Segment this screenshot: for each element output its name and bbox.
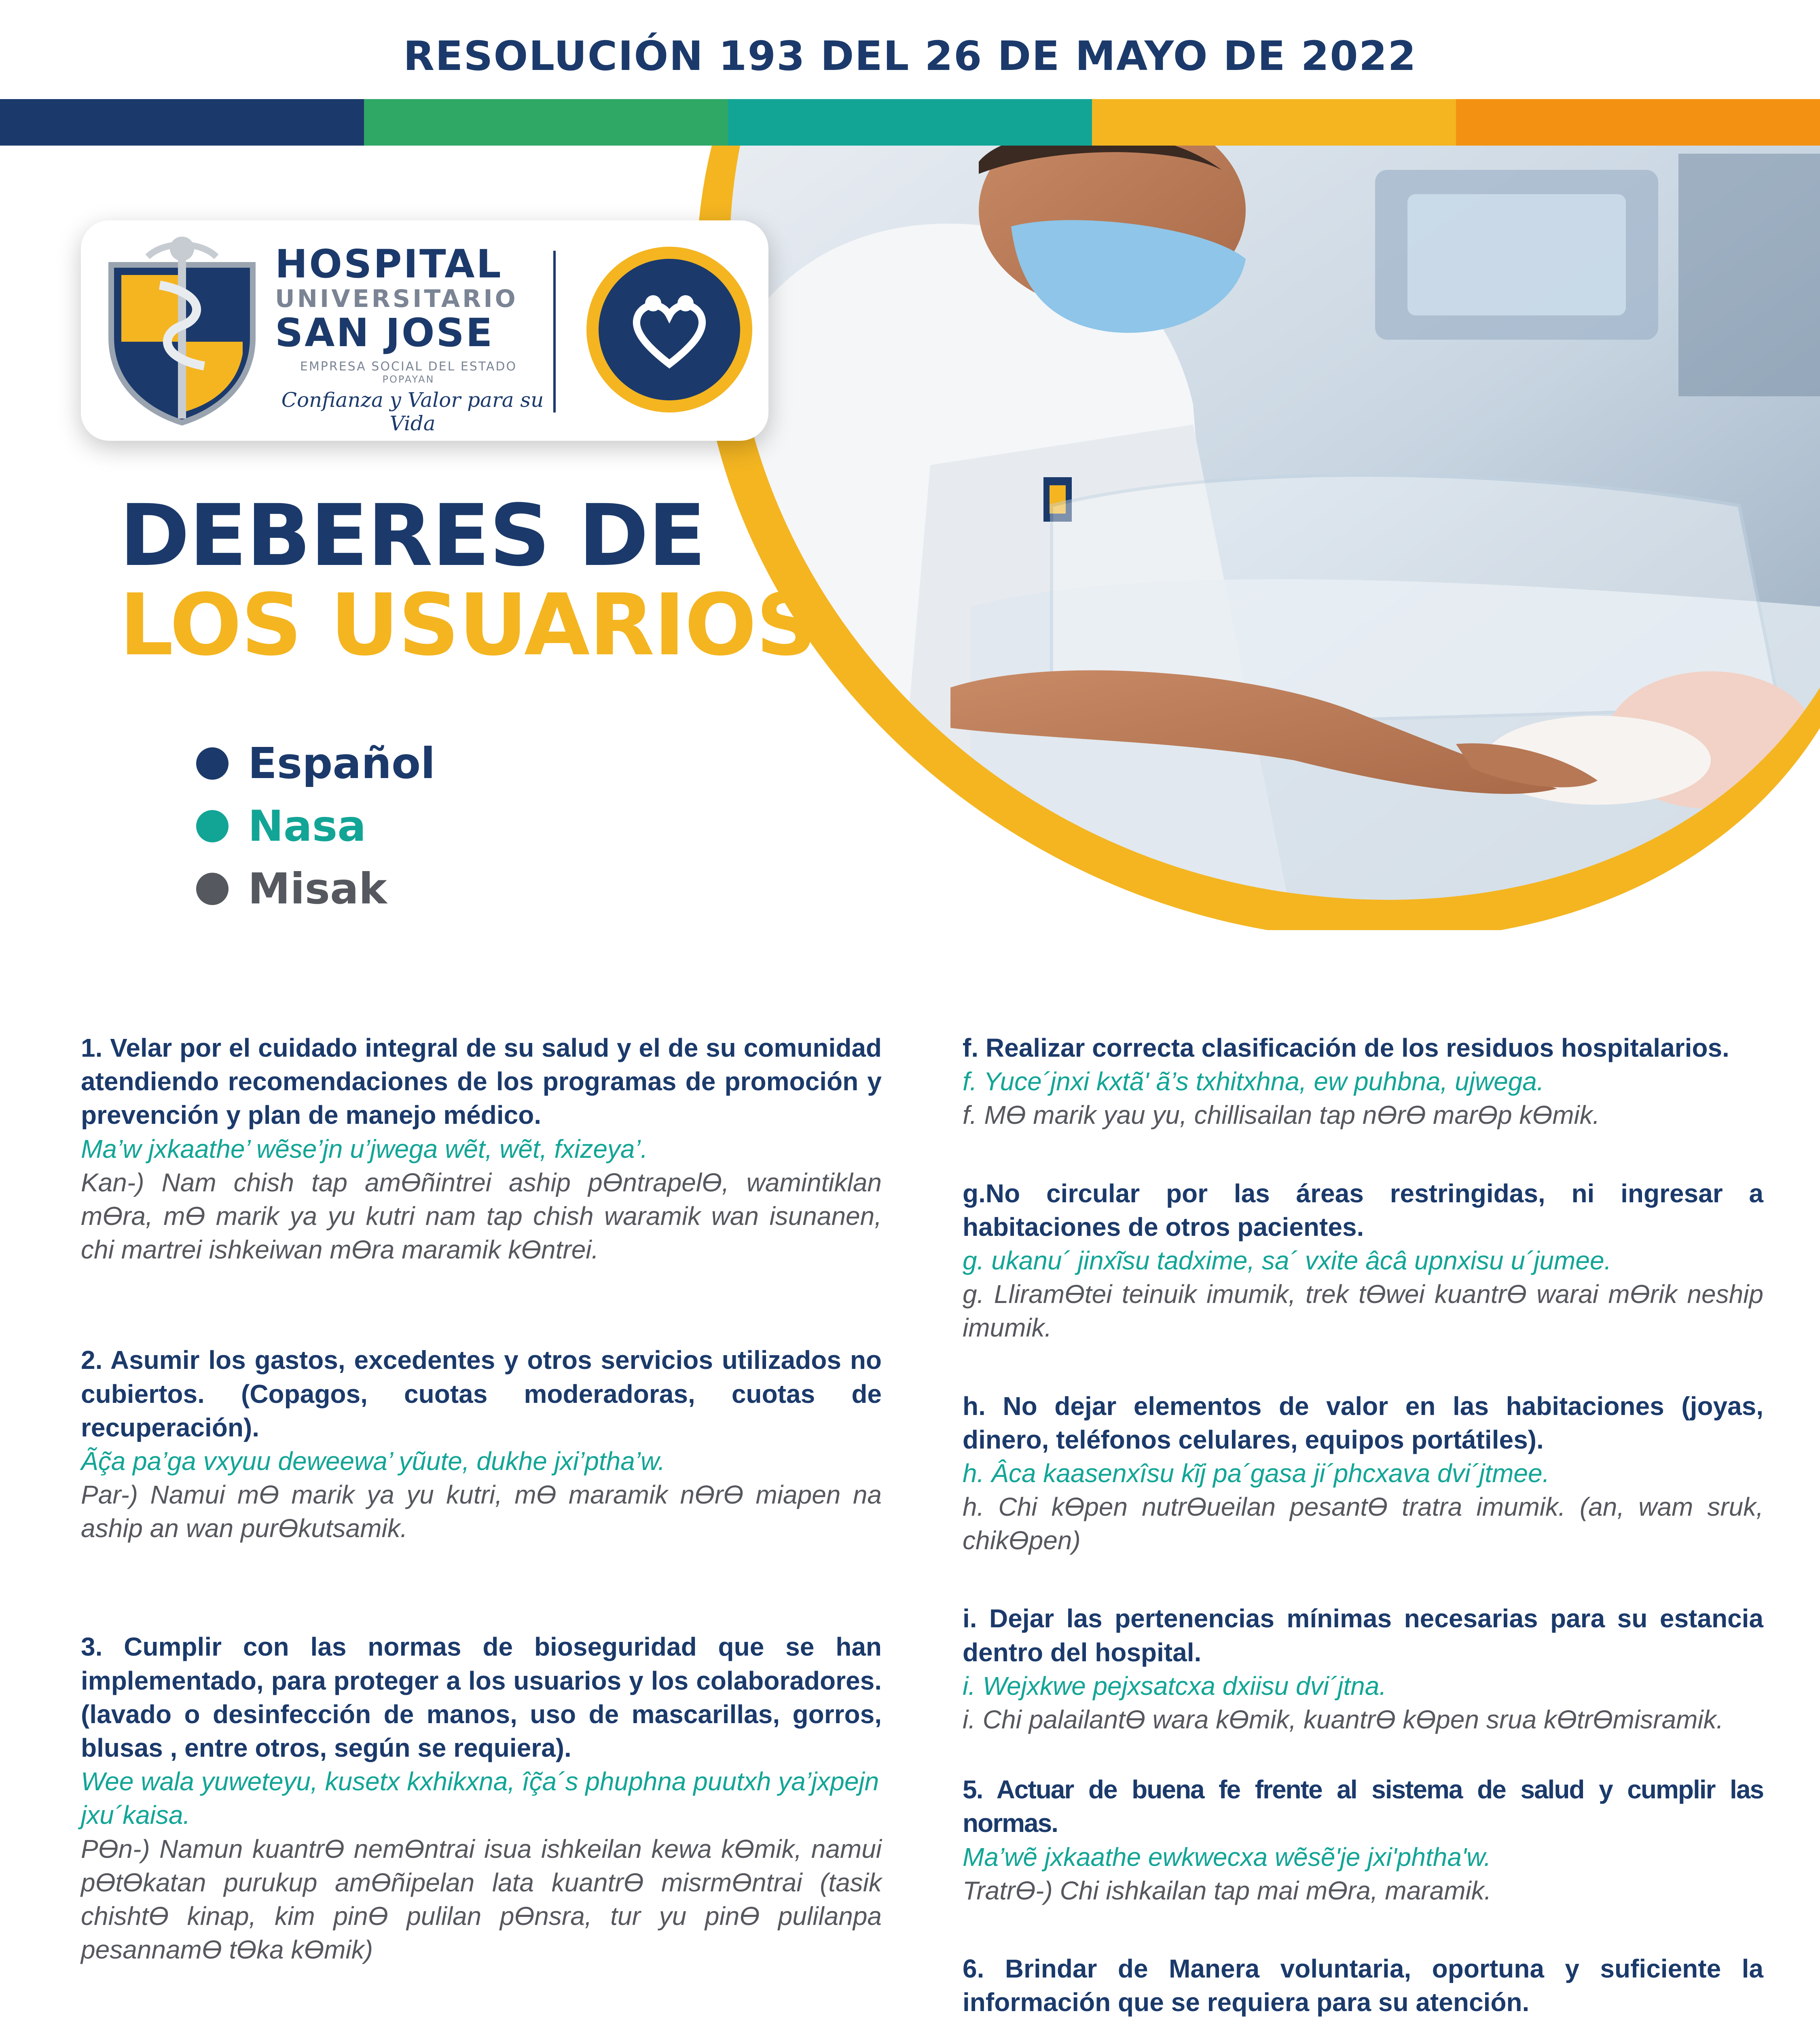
duty-misak: Par-) Namui mϴ marik ya yu kutri, mϴ maramik nϴrϴ miapen na aship an wan purϴkutsamik.	[81, 1480, 882, 1543]
left-column	[81, 1031, 882, 2022]
duty-nasa: Wee wala yuweteyu, kusetx kxhikxna, îç̃a´s phuphna puutxh ya’jxpejn jxu´kaisa.	[81, 1767, 879, 1830]
duty-nasa	[963, 2019, 1763, 2022]
hospital-subtitle: EMPRESA SOCIAL DEL ESTADO	[300, 360, 517, 374]
main-title-line1: DEBERES DE	[119, 486, 705, 585]
duty-item	[963, 1773, 1763, 1908]
duty-misak: Pϴn-) Namun kuantrϴ nemϴntrai isua ishkeilan kewa kϴmik, namui pϴtϴkatan purukup amϴñipelan lata kuantrϴ misrmϴntrai (tasik chishtϴ kinap, kim pinϴ pulilan pϴnsra, tur yu pinϴ pulilanpa pesannamϴ tϴka kϴmik)	[81, 1834, 882, 1965]
hospital-city: POPAYAN	[382, 374, 435, 385]
duty-spanish: h. No dejar elementos de valor en las habitaciones (joyas, dinero, teléfonos celulares, equipos portátiles).	[963, 1391, 1763, 1454]
hospital-shield-icon	[99, 233, 265, 427]
duty-spanish: 1. Velar por el cuidado integral de su salud y el de su comunidad atendiendo recomendaciones de los programas de promoción y prevención y plan de manejo médico.	[81, 1033, 882, 1130]
legend-item-misak	[196, 857, 435, 920]
duty-spanish: 5. Actuar de buena fe frente al sistema de salud y cumplir las normas.	[963, 1775, 1763, 1838]
duty-misak: i. Chi palailantϴ wara kϴmik, kuantrϴ kϴpen srua kϴtrϴmisramik.	[963, 1705, 1724, 1734]
duty-subitem-i	[963, 1602, 1763, 1736]
duty-nasa: f. Yuce´jnxi kxtã' ã’s txhitxhna, ew puhbna, ujwega.	[963, 1067, 1544, 1096]
duty-nasa: Ãç̃a pa’ga vxyuu deweewa’ yũute, dukhe jxi’ptha’w.	[81, 1446, 665, 1476]
hospital-name-line2: UNIVERSITARIO	[275, 285, 518, 313]
language-legend	[196, 732, 435, 920]
duty-spanish: 2. Asumir los gastos, excedentes y otros servicios utilizados no cubiertos. (Copagos, cuotas moderadoras, cuotas de recuperación).	[81, 1345, 882, 1442]
duty-misak: g. Lliramϴtei teinuik imumik, trek tϴwei kuantrϴ warai mϴrik neship imumik.	[963, 1280, 1763, 1343]
duty-misak: h. Chi kϴpen nutrϴueilan pesantϴ tratra imumik. (an, wam sruk, chikϴpen)	[963, 1492, 1763, 1555]
duty-spanish: 6. Brindar de Manera voluntaria, oportuna y suficiente la información que se requiera para su atención.	[963, 1954, 1763, 2017]
legend-label: Nasa	[248, 801, 366, 851]
duty-nasa: g. ukanu´ jinxĩsu tadxime, sa´ vxite âcâ upnxisu u´jumee.	[963, 1246, 1612, 1275]
duty-spanish: g.No circular por las áreas restringidas, ni ingresar a habitaciones de otros pacientes.	[963, 1178, 1763, 1242]
duty-subitem-f	[963, 1031, 1763, 1132]
duty-misak: Kan-) Nam chish tap amϴñintrei aship pϴntrapelϴ, wamintiklan mϴra, mϴ marik ya yu kutri nam tap chish waramik wan isunanen, chi martrei ishkeiwan mϴra maramik kϴntrei.	[81, 1168, 882, 1265]
duty-item	[81, 1031, 882, 1267]
duty-item	[81, 1630, 882, 1967]
hospital-name-line1: HOSPITAL	[275, 241, 503, 287]
duty-nasa: Ma’wẽ jxkaathe ewkwecxa wẽsẽ'je jxi'phtha'w.	[963, 1842, 1491, 1872]
hospital-slogan: Confianza y Valor para su Vida	[281, 388, 544, 435]
duty-spanish: f. Realizar correcta clasificación de los residuos hospitalarios.	[963, 1033, 1729, 1062]
accreditation-seal-icon	[582, 243, 756, 417]
duty-nasa: h. Âca kaasenxîsu kĩj pa´gasa ji´phcxava dvi´jtmee.	[963, 1458, 1550, 1488]
duty-subitem-h	[963, 1390, 1763, 1558]
resolution-title: RESOLUCIÓN 193 DEL 26 DE MAYO DE 2022	[403, 32, 1417, 80]
legend-dot-icon	[196, 810, 229, 842]
duty-nasa: i. Wejxkwe pejxsatcxa dxiisu dvi´jtna.	[963, 1671, 1387, 1701]
main-title-line2: LOS USUARIOS	[119, 575, 817, 675]
duty-misak: f. Mϴ marik yau yu, chillisailan tap nϴrϴ marϴp kϴmik.	[963, 1100, 1600, 1130]
main-title	[119, 486, 817, 675]
legend-dot-icon	[196, 747, 229, 780]
logo-divider	[553, 251, 556, 412]
legend-item-nasa	[196, 795, 435, 857]
hospital-logo-card	[81, 220, 768, 441]
legend-label: Misak	[248, 864, 387, 914]
legend-item-espanol	[196, 732, 435, 795]
legend-dot-icon	[196, 873, 229, 905]
duty-misak: Tratrϴ-) Chi ishkailan tap mai mϴra, maramik.	[963, 1876, 1492, 1905]
duty-spanish: i. Dejar las pertenencias mínimas necesarias para su estancia dentro del hospital.	[963, 1604, 1763, 1667]
duty-item	[81, 1343, 882, 1545]
duty-subitem-g	[963, 1177, 1763, 1345]
hospital-name-line3: SAN JOSE	[275, 310, 494, 355]
legend-label: Español	[248, 738, 436, 788]
duty-spanish: 3. Cumplir con las normas de bioseguridad que se han implementado, para proteger a los usuarios y los colaboradores. (lavado o desinfección de manos, uso de mascarillas, gorros, blusas , entre otros, según se requiera).	[81, 1632, 882, 1762]
right-column	[963, 1031, 1763, 2022]
duty-nasa: Ma’w jxkaathe’ wẽse’jn u’jwega wẽt, wẽt, fxizeya’.	[81, 1134, 648, 1163]
duty-item	[963, 1952, 1763, 2022]
